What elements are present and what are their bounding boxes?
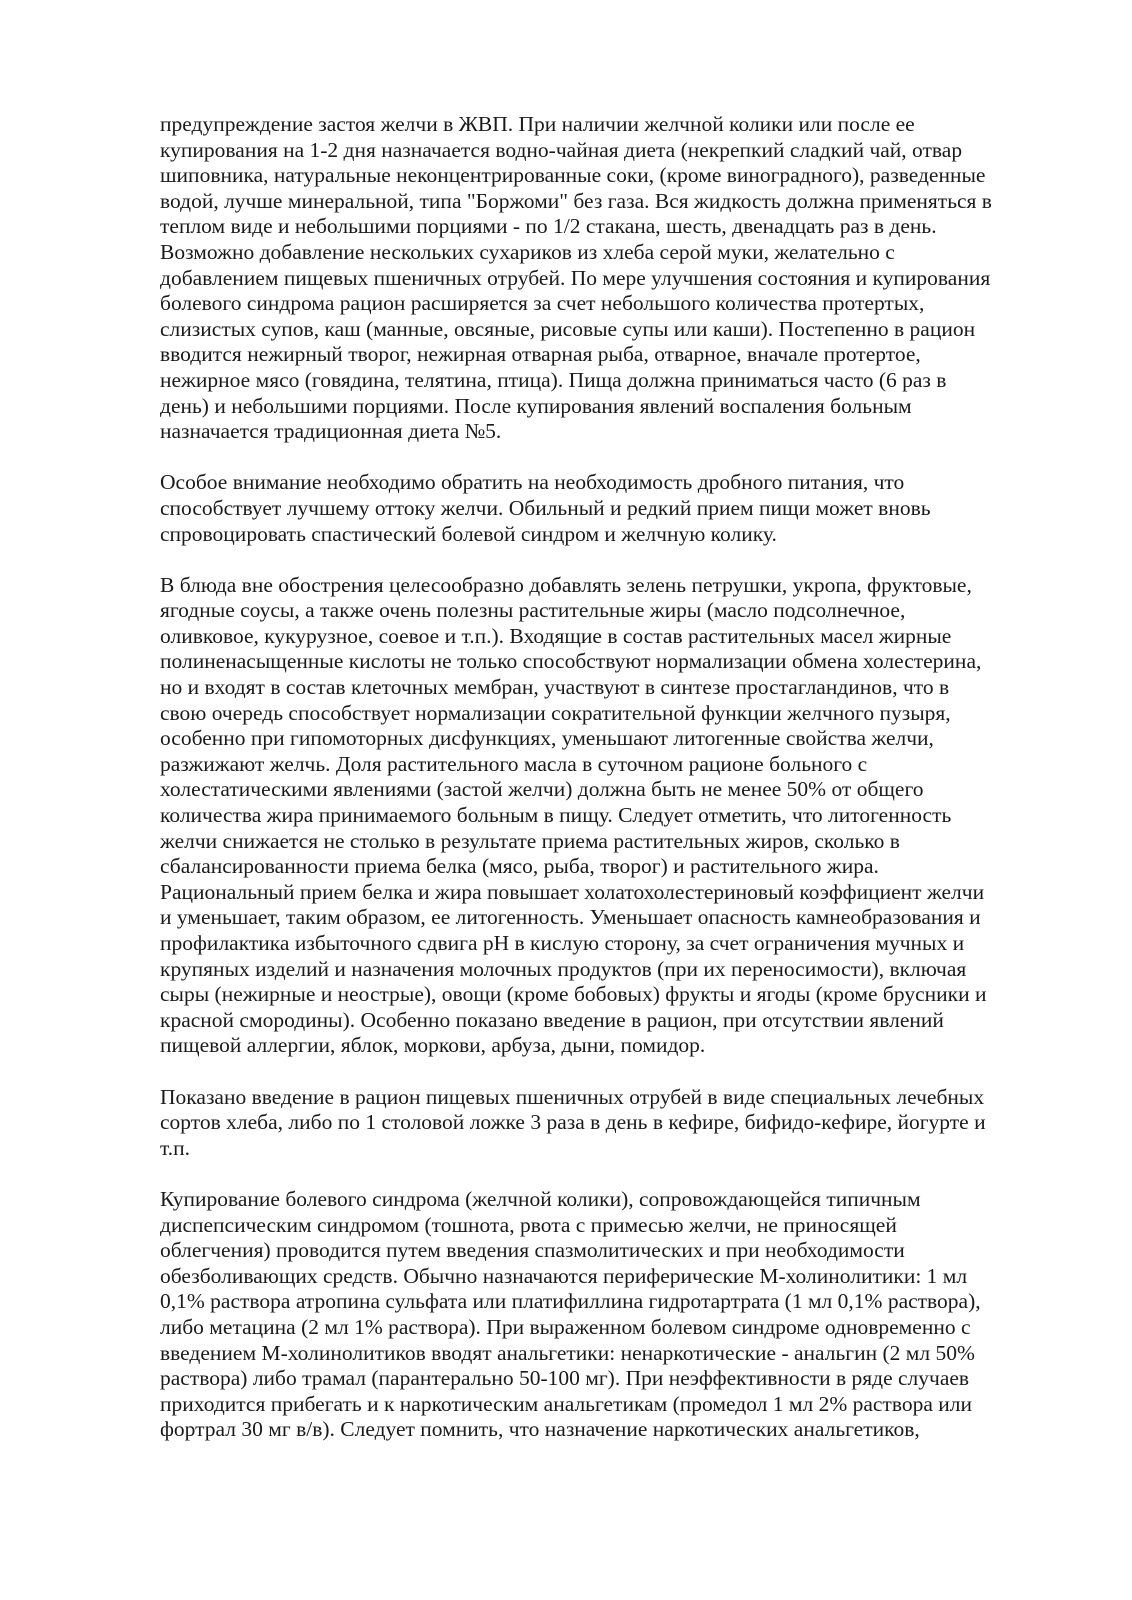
text-line: полиненасыщенные кислоты не только способствуют нормализации обмена холестерина, bbox=[160, 649, 982, 674]
text-line: сортов хлеба, либо по 1 столовой ложке 3 раза в день в кефире, бифидо-кефире, йогурте и bbox=[160, 1110, 986, 1135]
text-line: холестатическими явлениями (застой желчи) должна быть не менее 50% от общего bbox=[160, 777, 924, 802]
paragraph-pain-relief bbox=[160, 1187, 1040, 1443]
text-line: нежирное мясо (говядина, телятина, птица). Пища должна приниматься часто (6 раз в bbox=[160, 367, 947, 392]
text-line: день) и небольшими порциями. После купирования явлений воспаления больным bbox=[160, 393, 912, 418]
text-line: и уменьшает, таким образом, ее литогенность. Уменьшает опасность камнеобразования и bbox=[160, 905, 981, 930]
text-line: раствора) либо трамал (парантерально 50-100 мг). При неэффективности в ряде случаев bbox=[160, 1366, 970, 1391]
text-line: теплом виде и небольшими порциями - по 1/2 стакана, шесть, двенадцать раз в день. bbox=[160, 214, 937, 239]
text-line: Особое внимание необходимо обратить на необходимость дробного питания, что bbox=[160, 470, 905, 495]
text-line: слизистых супов, каш (манные, овсяные, рисовые супы или каши). Постепенно в рацион bbox=[160, 316, 976, 341]
text-line: особенно при гипомоторных дисфункциях, уменьшают литогенные свойства желчи, bbox=[160, 726, 934, 751]
text-line: т.п. bbox=[160, 1135, 191, 1160]
text-line: В блюда вне обострения целесообразно добавлять зелень петрушки, укропа, фруктовые, bbox=[160, 572, 972, 597]
text-line: свою очередь способствует нормализации сократительной функции желчного пузыря, bbox=[160, 700, 951, 725]
text-line: желчи снижается не столько в результате приема растительных жиров, сколько в bbox=[160, 828, 900, 853]
text-line: разжижают желчь. Доля растительного масла в суточном рационе больного с bbox=[160, 751, 868, 776]
text-line: профилактика избыточного сдвига pH в кислую сторону, за счет ограничения мучных и bbox=[160, 931, 965, 955]
paragraph-diet-after-colic bbox=[160, 112, 1040, 445]
paragraph-vegetable-fats bbox=[160, 573, 1040, 1059]
text-line: диспепсическим синдромом (тошнота, рвота с примесью желчи, не приносящей bbox=[160, 1212, 897, 1237]
text-line: шиповника, натуральные неконцентрированные соки, (кроме виноградного), разведенные bbox=[160, 163, 986, 188]
text-line: оливковое, кукурузное, соевое и т.п.). Входящие в состав растительных масел жирные bbox=[160, 623, 952, 648]
paragraph-wheat-bran bbox=[160, 1085, 1040, 1162]
text-line: Купирование болевого синдрома (желчной колики), сопровождающейся типичным bbox=[160, 1186, 921, 1211]
text-line: водой, лучше минеральной, типа "Боржоми" без газа. Вся жидкость должна применяться в bbox=[160, 188, 992, 213]
text-line: но и входят в состав клеточных мембран, участвуют в синтезе простагландинов, что в bbox=[160, 675, 950, 700]
text-line: приходится прибегать и к наркотическим анальгетикам (промедол 1 мл 2% раствора или bbox=[160, 1391, 972, 1416]
text-line: сбалансированности приема белка (мясо, рыба, творог) и растительного жира. bbox=[160, 854, 879, 879]
text-line: обезболивающих средств. Обычно назначаются периферические М-холинолитики: 1 мл bbox=[160, 1263, 968, 1288]
text-line: предупреждение застоя желчи в ЖВП. При наличии желчной колики или после ее bbox=[160, 112, 915, 136]
text-line: назначается традиционная диета №5. bbox=[160, 419, 502, 444]
text-line: болевого синдрома рацион расширяется за счет небольшого количества протертых, bbox=[160, 291, 925, 316]
text-line: ягодные соусы, а также очень полезны растительные жиры (масло подсолнечное, bbox=[160, 598, 906, 623]
text-line: красной смородины). Особенно показано введение в рацион, при отсутствии явлений bbox=[160, 1007, 944, 1032]
text-line: крупяных изделий и назначения молочных продуктов (при их переносимости), включая bbox=[160, 956, 967, 981]
text-line: введением М-холинолитиков вводят анальгетики: ненаркотические - анальгин (2 мл 50% bbox=[160, 1340, 975, 1365]
text-line: способствует лучшему оттоку желчи. Обильный и редкий прием пищи может вновь bbox=[160, 495, 931, 520]
text-line: количества жира принимаемого больным в пищу. Следует отметить, что литогенность bbox=[160, 803, 952, 828]
text-line: Рациональный прием белка и жира повышает холатохолестериновый коэффициент желчи bbox=[160, 879, 985, 904]
text-line: спровоцировать спастический болевой синдром и желчную колику. bbox=[160, 521, 777, 546]
paragraph-fractional-feeding bbox=[160, 470, 1040, 547]
text-line: облегчения) проводится путем введения спазмолитических и при необходимости bbox=[160, 1238, 905, 1263]
text-line: либо метацина (2 мл 1% раствора). При выраженном болевом синдроме одновременно с bbox=[160, 1314, 971, 1339]
document-page bbox=[160, 112, 1040, 1443]
text-line: 0,1% раствора атропина сульфата или платифиллина гидротартрата (1 мл 0,1% раствора), bbox=[160, 1289, 981, 1314]
text-line: добавлением пищевых пшеничных отрубей. По мере улучшения состояния и купирования bbox=[160, 265, 991, 290]
text-line: вводится нежирный творог, нежирная отварная рыба, отварное, вначале протертое, bbox=[160, 342, 921, 367]
text-line: пищевой аллергии, яблок, моркови, арбуза, дыни, помидор. bbox=[160, 1033, 706, 1058]
text-line: сыры (нежирные и неострые), овощи (кроме бобовых) фрукты и ягоды (кроме брусники и bbox=[160, 982, 987, 1007]
text-line: купирования на 1-2 дня назначается водно-чайная диета (некрепкий сладкий чай, отвар bbox=[160, 137, 963, 162]
text-line: Показано введение в рацион пищевых пшеничных отрубей в виде специальных лечебных bbox=[160, 1084, 985, 1109]
text-line: фортрал 30 мг в/в). Следует помнить, что назначение наркотических анальгетиков, bbox=[160, 1417, 920, 1442]
text-line: Возможно добавление нескольких сухариков из хлеба серой муки, желательно с bbox=[160, 239, 895, 264]
